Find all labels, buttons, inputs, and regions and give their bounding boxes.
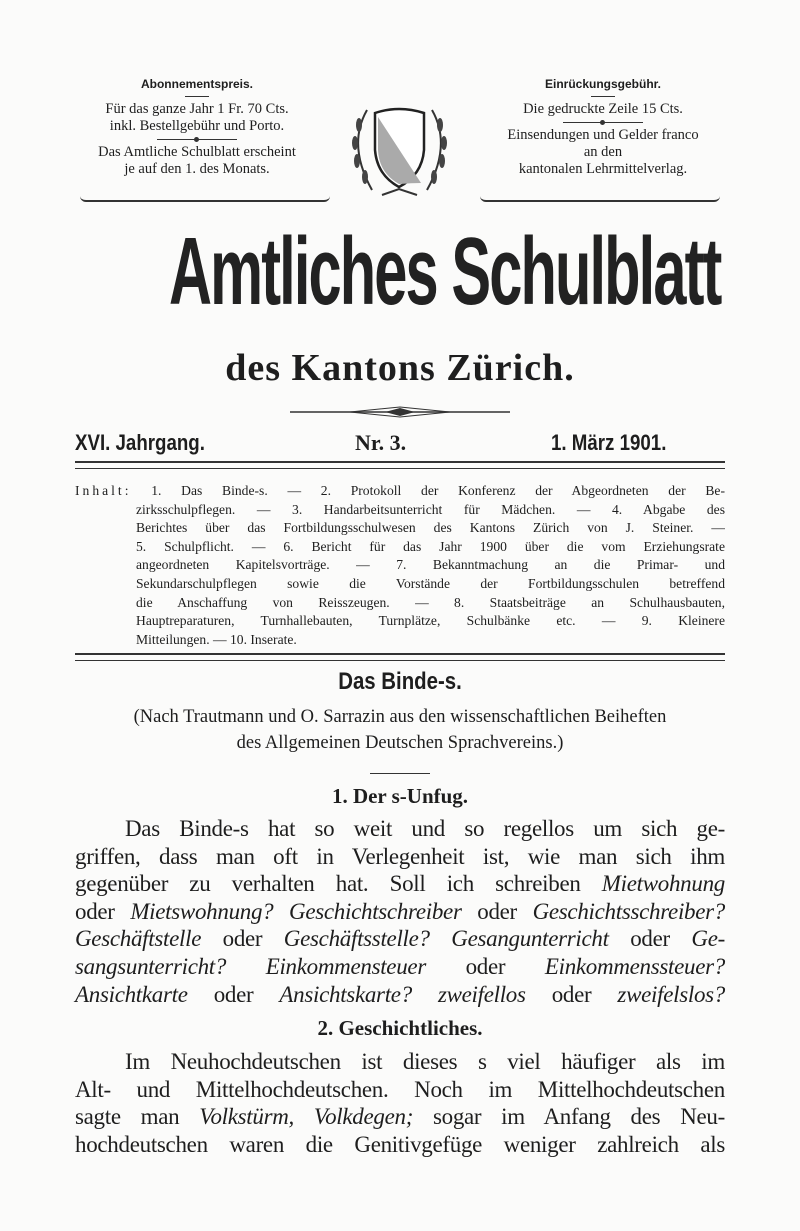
divider <box>591 96 615 97</box>
table-of-contents <box>75 482 725 649</box>
publication-schedule: je auf den 1. des Monats. <box>124 161 270 177</box>
submission-note-2: an den <box>583 144 623 160</box>
subscription-heading: Abonnementspreis. <box>140 77 254 91</box>
zurich-coat-of-arms-icon <box>337 95 462 205</box>
divider <box>370 773 430 774</box>
contents-line: die Anschaffung von Reisszeugen. — 8. Staatsbeiträge an Schulhausbauten, <box>136 594 725 610</box>
text-line: griffen, dass man oft in Verlegenheit ist, wie man sich ihm <box>75 843 725 869</box>
text-line: sagte man Volkstürm, Volkdegen; sogar im Anfang des Neu- <box>75 1104 725 1130</box>
ornament-rule <box>563 119 643 126</box>
brace-divider <box>480 190 720 202</box>
subscription-note: inkl. Bestellgebühr und Porto. <box>109 118 285 134</box>
text-line: gegenüber zu verhalten hat. Soll ich schreiben Mietwohnung <box>75 871 725 897</box>
contents-label: Inhalt: <box>75 483 132 498</box>
text-line: Geschäftstelle oder Geschäftsstelle? Gesangunterricht oder Ge- <box>75 926 725 952</box>
article-source-2: des Allgemeinen Deutschen Sprachvereins.) <box>236 733 564 753</box>
volume: XVI. Jahrgang. <box>75 430 205 455</box>
text-line: hochdeutschen waren die Genitivgefüge weniger zahlreich als <box>75 1131 725 1157</box>
issue-number: Nr. 3. <box>355 430 407 455</box>
text-line: sangsunterricht? Einkommensteuer oder Einkommenssteuer? <box>75 953 725 979</box>
subscription-info <box>62 76 332 178</box>
advertising-price: Die gedruckte Zeile 15 Cts. <box>523 101 683 117</box>
masthead-title: Amtliches Schulblatt <box>169 218 721 325</box>
ornament-rule <box>290 405 510 419</box>
contents-line: Hauptreparaturen, Turnhallebauten, Turnplätze, Schulbänke etc. — 9. Kleinere <box>136 613 725 629</box>
masthead-subtitle: des Kantons Zürich. <box>225 347 575 389</box>
contents-line: Sekundarschulpflegen sowie die Vorstände der Fortbildungsschulen betreffend <box>136 575 725 591</box>
text-line: Ansichtkarte oder Ansichtskarte? zweifellos oder zweifelslos? <box>75 981 725 1007</box>
section-1-text <box>75 815 725 1008</box>
advertising-heading: Einrückungsgebühr. <box>544 77 661 91</box>
brace-divider <box>80 190 330 202</box>
contents-line: angeordneten Kapitelsvorträge. — 7. Bekanntmachung an die Primar- und <box>136 557 725 573</box>
contents-line: 5. Schulpflicht. — 6. Bericht für das Jahr 1900 über die vom Erziehungsrate <box>136 538 725 554</box>
publication-note: Das Amtliche Schulblatt erscheint <box>98 144 296 160</box>
contents-line: Mitteilungen. — 10. Inserate. <box>136 631 297 647</box>
section-heading: 2. Geschichtliches. <box>317 1016 483 1040</box>
text-line: Im Neuhochdeutschen ist dieses s viel häufiger als im <box>125 1049 725 1074</box>
text-line: oder Mietswohnung? Geschichtschreiber oder Geschichtsschreiber? <box>75 898 725 924</box>
contents-line: Inhalt: 1. Das Binde-s. — 2. Protokoll der Konferenz der Abgeordneten der Be- <box>75 483 725 498</box>
submission-note: Einsendungen und Gelder franco <box>507 127 699 143</box>
double-rule <box>75 461 725 469</box>
submission-address: kantonalen Lehrmittelverlag. <box>518 161 688 177</box>
masthead <box>0 218 800 325</box>
ornament-rule <box>157 136 237 143</box>
text-line: Alt- und Mittelhochdeutschen. Noch im Mittelhochdeutschen <box>75 1076 725 1102</box>
section-2-text <box>75 1048 725 1158</box>
divider <box>185 96 209 97</box>
double-rule <box>75 653 725 661</box>
text-line: Das Binde-s hat so weit und so regellos um sich ge- <box>125 816 725 841</box>
article-source: (Nach Trautmann und O. Sarrazin aus den wissenschaftlichen Beiheften <box>133 707 667 727</box>
contents-line: zirksschulpflegen. — 3. Handarbeitsunterricht für Mädchen. — 4. Abgabe des <box>136 501 725 517</box>
article-title: Das Binde-s. <box>338 668 462 695</box>
contents-line: Berichtes über das Fortbildungsschulwesen des Kantons Zürich von J. Steiner. — <box>136 520 725 536</box>
advertising-info <box>468 76 738 178</box>
issue-date: 1. März 1901. <box>551 430 667 455</box>
subscription-price: Für das ganze Jahr 1 Fr. 70 Cts. <box>105 101 289 117</box>
section-heading: 1. Der s-Unfug. <box>331 784 469 808</box>
